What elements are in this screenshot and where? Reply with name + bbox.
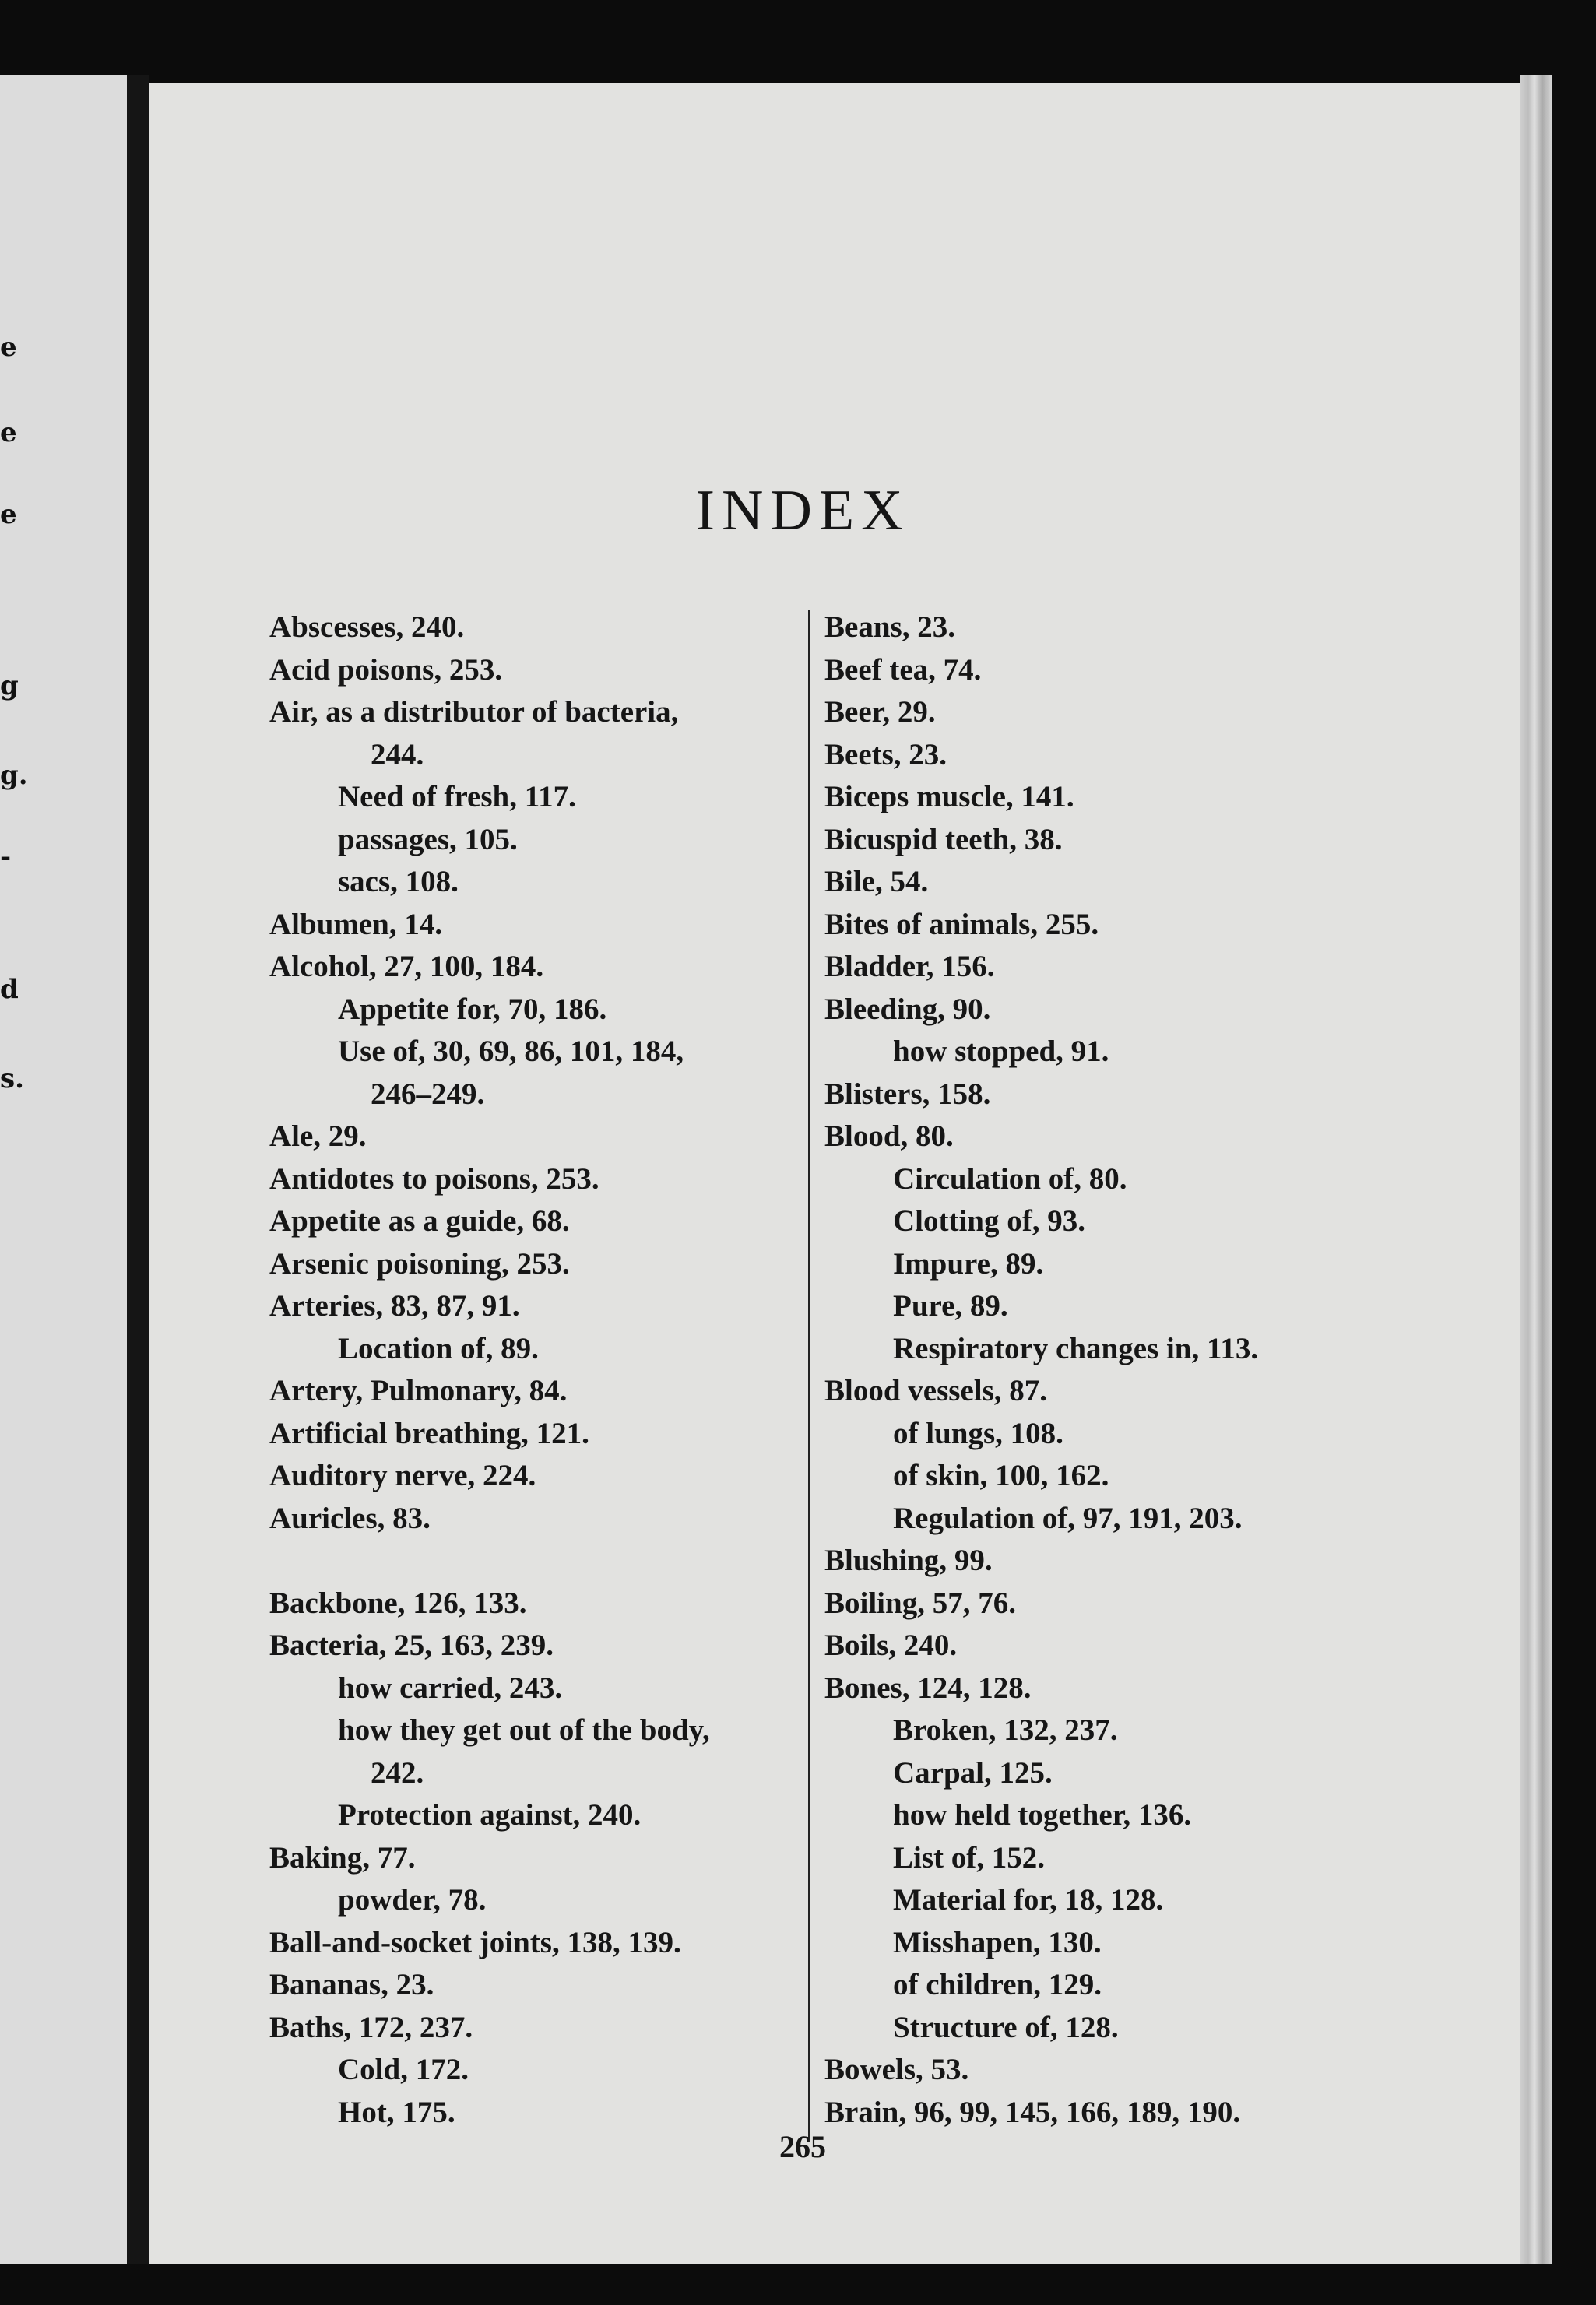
index-entry: Bacteria, 25, 163, 239. <box>269 1629 554 1662</box>
index-entry: Ale, 29. <box>269 1119 367 1153</box>
index-subentry: of skin, 100, 162. <box>893 1459 1109 1492</box>
index-entry-continuation: 244. <box>371 737 424 771</box>
index-entry: Arsenic poisoning, 253. <box>269 1246 570 1281</box>
index-subentry: how stopped, 91. <box>893 1035 1109 1068</box>
index-entry: Brain, 96, 99, 145, 166, 189, 190. <box>824 2095 1241 2129</box>
index-entry: Biceps muscle, 141. <box>824 780 1074 813</box>
index-subentry: Structure of, 128. <box>893 2010 1119 2044</box>
book-gutter <box>127 75 149 2264</box>
index-entry: Beef tea, 74. <box>824 652 982 687</box>
index-subentry: Cold, 172. <box>338 2053 469 2086</box>
index-subentry: Impure, 89. <box>893 1246 1044 1281</box>
index-subentry: how carried, 243. <box>338 1671 563 1705</box>
index-subentry: Pure, 89. <box>893 1289 1008 1323</box>
page-title: INDEX <box>695 479 910 543</box>
index-entry: Blisters, 158. <box>824 1077 991 1111</box>
index-entry: Blood, 80. <box>824 1119 954 1153</box>
index-subentry: how they get out of the body, <box>338 1713 710 1747</box>
index-entry: Bladder, 156. <box>824 950 995 983</box>
margin-fragment: - <box>0 842 12 873</box>
index-subentry: Circulation of, 80. <box>893 1161 1127 1196</box>
index-entry: Auricles, 83. <box>269 1501 431 1535</box>
margin-fragment: e <box>0 499 17 530</box>
index-subentry: Broken, 132, 237. <box>893 1713 1118 1747</box>
index-subentry: List of, 152. <box>893 1840 1045 1875</box>
index-entry: Blood vessels, 87. <box>824 1374 1048 1407</box>
previous-page-edge <box>0 75 128 2264</box>
index-entry: Auditory nerve, 224. <box>269 1459 536 1492</box>
margin-fragment: e <box>0 332 17 363</box>
index-entry: Baking, 77. <box>269 1840 416 1875</box>
margin-fragment: g <box>0 670 19 701</box>
index-entry: Bites of animals, 255. <box>824 907 1099 941</box>
column-divider <box>808 610 810 2142</box>
index-subentry: passages, 105. <box>338 822 518 856</box>
index-entry-continuation: 242. <box>371 1755 424 1790</box>
index-entry: Blushing, 99. <box>824 1544 993 1577</box>
page-stack-edge <box>1520 75 1552 2264</box>
index-entry: Arteries, 83, 87, 91. <box>269 1289 520 1323</box>
index-entry: Bile, 54. <box>824 865 929 898</box>
margin-fragment: d <box>0 974 19 1005</box>
margin-fragment: e <box>0 417 17 448</box>
index-subentry: Carpal, 125. <box>893 1755 1053 1790</box>
index-subentry: Appetite for, 70, 186. <box>338 992 607 1026</box>
index-entry: Bones, 124, 128. <box>824 1671 1032 1705</box>
page-number: 265 <box>779 2129 826 2164</box>
index-subentry: Need of fresh, 117. <box>338 780 576 813</box>
index-page <box>149 83 1520 2264</box>
index-entry-continuation: 246–249. <box>371 1077 485 1111</box>
index-entry: Artificial breathing, 121. <box>269 1416 589 1450</box>
index-entry: Baths, 172, 237. <box>269 2010 473 2044</box>
index-subentry: how held together, 136. <box>893 1798 1192 1832</box>
index-entry: Appetite as a guide, 68. <box>269 1204 570 1238</box>
index-entry: Beets, 23. <box>824 737 947 771</box>
margin-fragment: g. <box>0 760 28 791</box>
index-subentry: Protection against, 240. <box>338 1798 642 1832</box>
index-entry: Antidotes to poisons, 253. <box>269 1161 599 1196</box>
index-entry: Acid poisons, 253. <box>269 652 503 687</box>
index-entry: Bicuspid teeth, 38. <box>824 822 1063 856</box>
index-right-column <box>824 606 1525 2134</box>
index-entry: Bananas, 23. <box>269 1968 434 2001</box>
margin-fragment: s. <box>0 1063 24 1095</box>
index-entry: Ball-and-socket joints, 138, 139. <box>269 1925 681 1959</box>
index-entry: Beans, 23. <box>824 610 955 644</box>
index-subentry: powder, 78. <box>338 1883 487 1917</box>
index-subentry: Use of, 30, 69, 86, 101, 184, <box>338 1035 684 1068</box>
index-subentry: Material for, 18, 128. <box>893 1883 1164 1917</box>
index-entry: Backbone, 126, 133. <box>269 1586 527 1620</box>
index-entry: Boiling, 57, 76. <box>824 1586 1016 1620</box>
index-entry: Alcohol, 27, 100, 184. <box>269 950 544 983</box>
index-subentry: of lungs, 108. <box>893 1416 1063 1450</box>
index-subentry: Misshapen, 130. <box>893 1925 1102 1959</box>
index-entry: Bleeding, 90. <box>824 992 991 1026</box>
index-entry: Albumen, 14. <box>269 907 443 941</box>
index-subentry: Location of, 89. <box>338 1331 539 1365</box>
index-subentry: Clotting of, 93. <box>893 1204 1085 1238</box>
index-subentry: sacs, 108. <box>338 865 459 898</box>
index-subentry: Regulation of, 97, 191, 203. <box>893 1501 1243 1535</box>
index-entry: Air, as a distributor of bacteria, <box>269 695 679 729</box>
index-entry: Beer, 29. <box>824 695 936 729</box>
index-subentry: Respiratory changes in, 113. <box>893 1331 1259 1365</box>
index-entry: Boils, 240. <box>824 1629 958 1662</box>
index-entry: Artery, Pulmonary, 84. <box>269 1374 568 1407</box>
index-entry: Bowels, 53. <box>824 2053 969 2086</box>
index-entry: Abscesses, 240. <box>269 610 465 644</box>
index-subentry: Hot, 175. <box>338 2095 455 2129</box>
index-subentry: of children, 129. <box>893 1968 1102 2001</box>
